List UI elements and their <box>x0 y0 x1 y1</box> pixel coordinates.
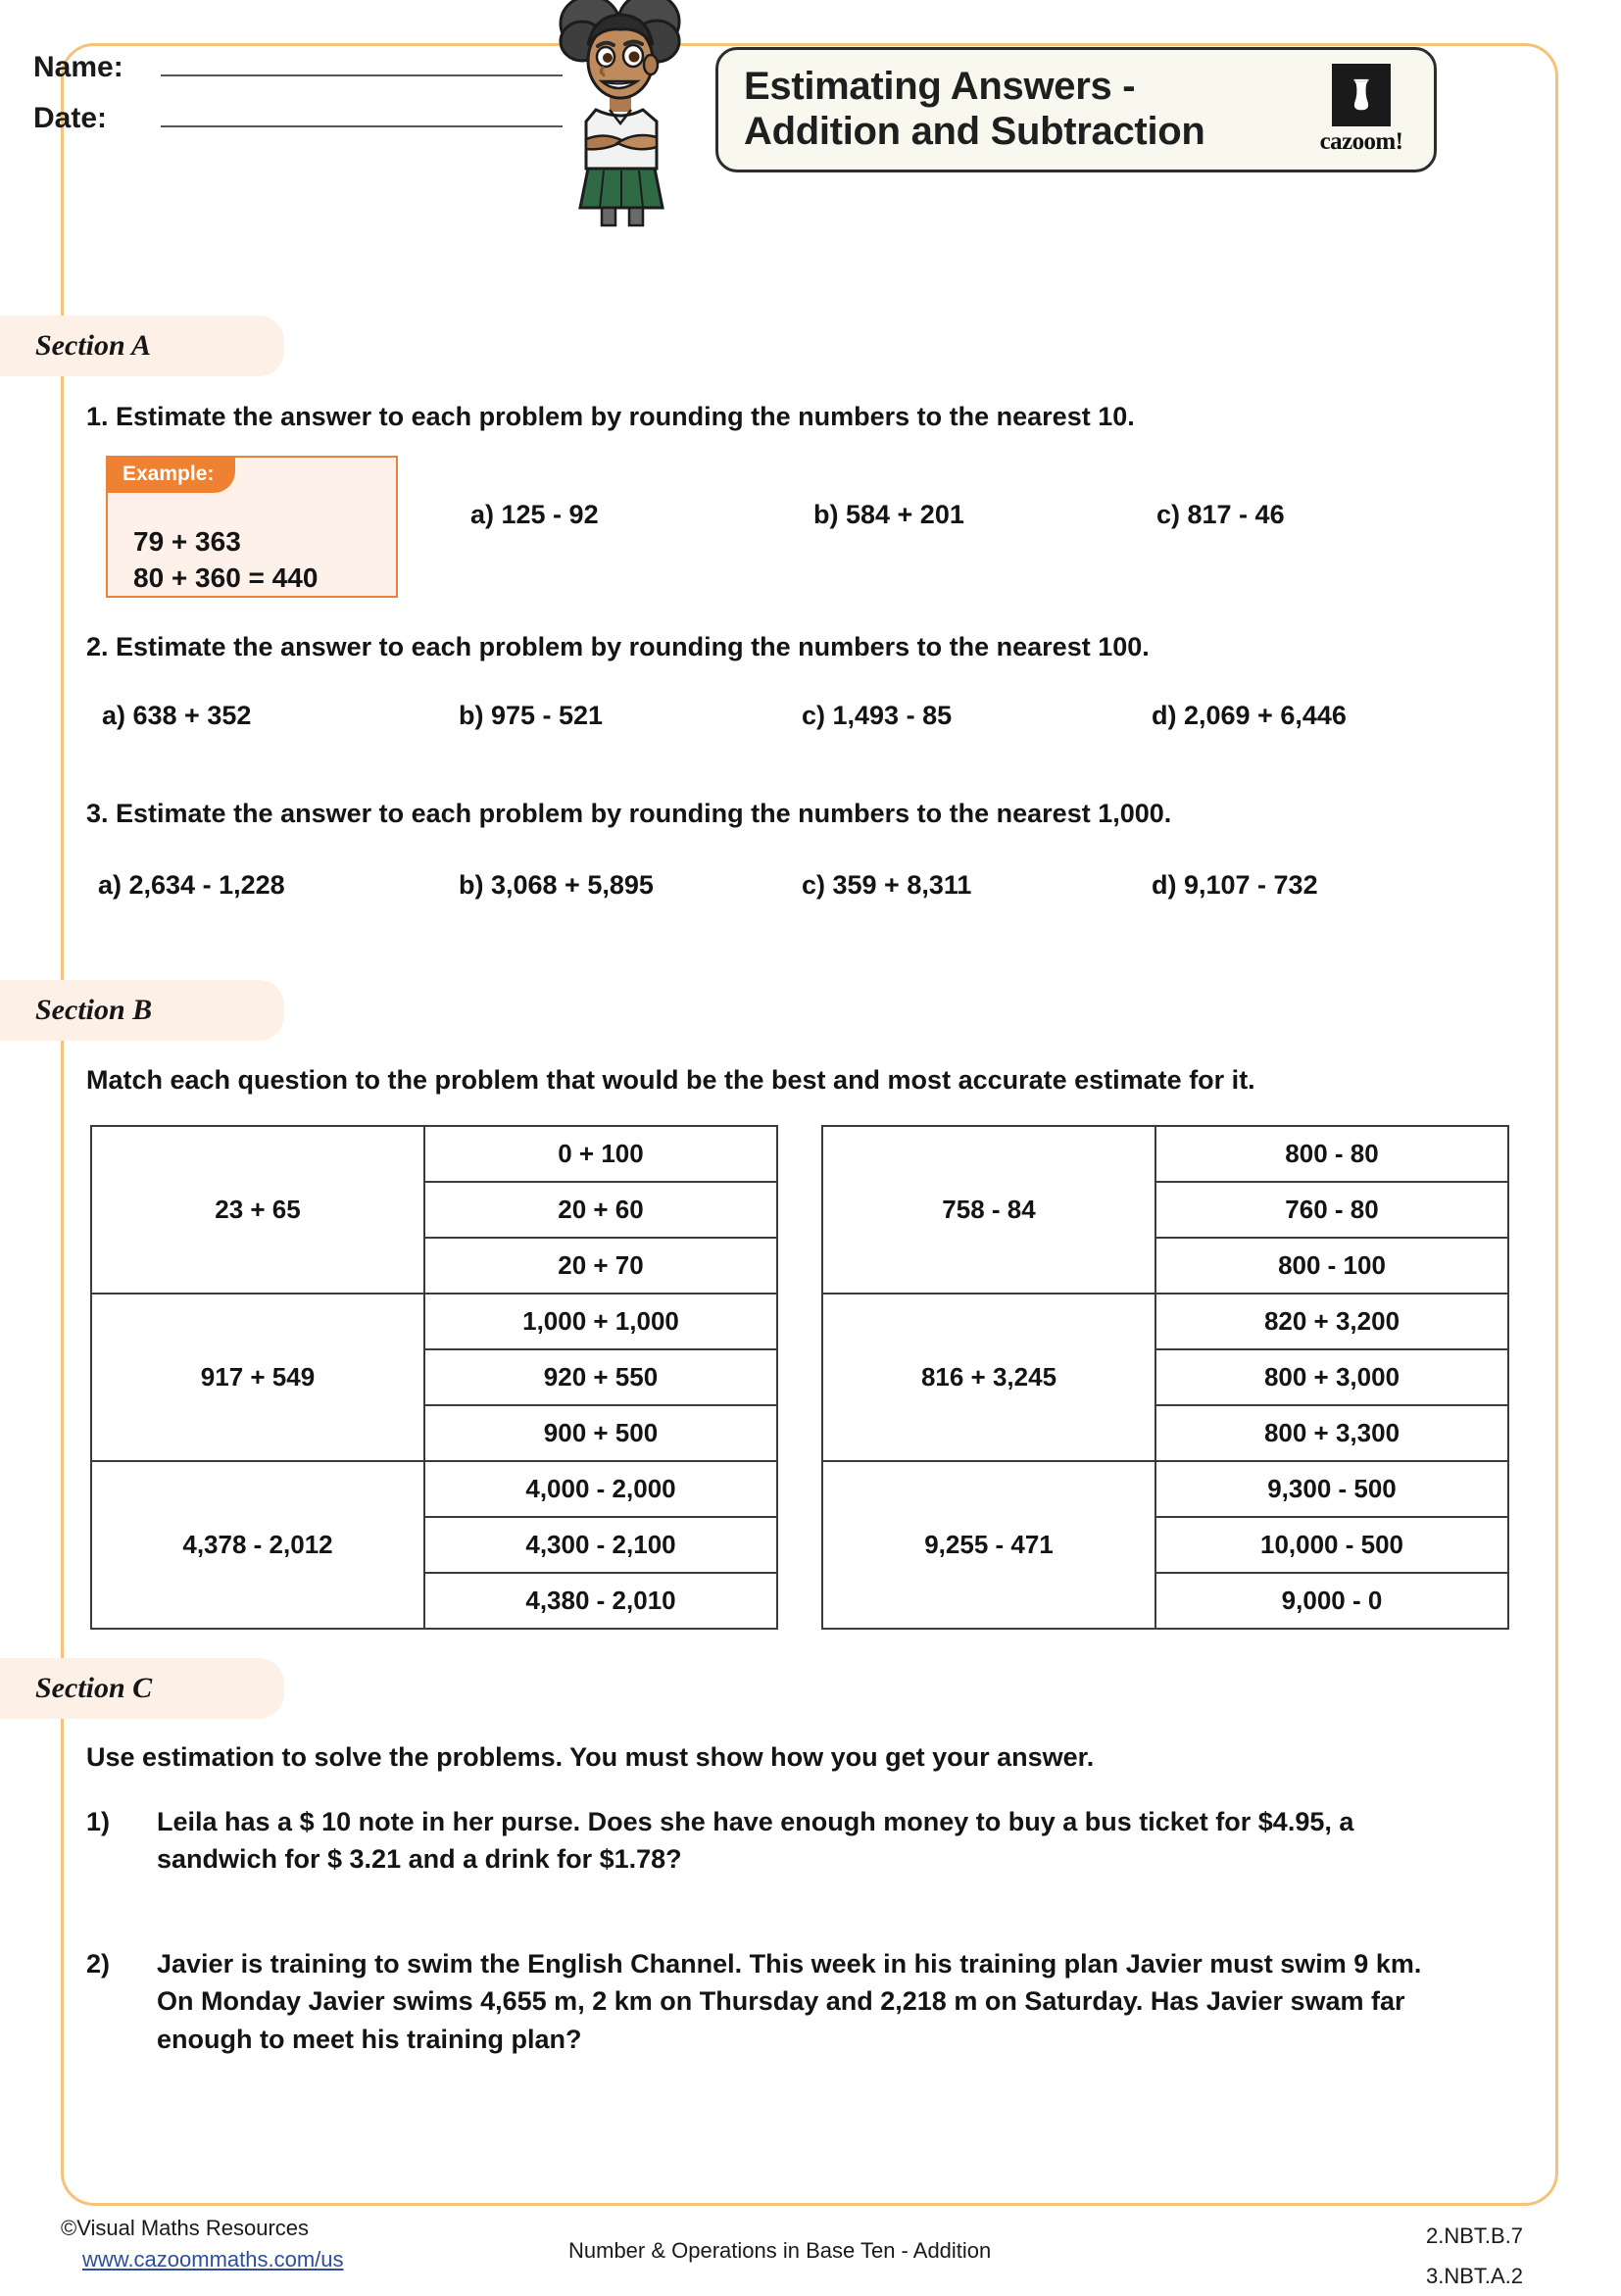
match-question-cell[interactable]: 23 + 65 <box>91 1126 424 1294</box>
table-row <box>822 1461 1508 1517</box>
name-row <box>33 51 563 84</box>
table-row <box>91 1294 777 1349</box>
match-option-cell[interactable]: 1,000 + 1,000 <box>424 1294 777 1349</box>
match-option-cell[interactable]: 9,300 - 500 <box>1155 1461 1508 1517</box>
match-table-left <box>90 1125 778 1630</box>
worksheet-footer <box>0 2213 1621 2291</box>
footer-credits <box>61 2213 344 2275</box>
page-title <box>744 65 1306 154</box>
student-mascot-illustration <box>547 0 694 229</box>
date-input-line[interactable] <box>161 102 563 127</box>
problem-2-number: 2) <box>86 1949 111 1978</box>
section-c-instruction: Use estimation to solve the problems. You must show how you get your answer. <box>86 1742 1095 1772</box>
cazoom-website-link[interactable]: www.cazoommaths.com/us <box>82 2246 344 2272</box>
match-question-cell[interactable]: 758 - 84 <box>822 1126 1155 1294</box>
section-c-heading: Section C <box>0 1658 284 1719</box>
cazoom-logo <box>1306 64 1416 156</box>
match-option-cell[interactable]: 4,380 - 2,010 <box>424 1573 777 1629</box>
table-row <box>91 1126 777 1182</box>
name-input-line[interactable] <box>161 51 563 76</box>
name-label: Name: <box>33 51 123 83</box>
q3-item-c[interactable]: c) 359 + 8,311 <box>802 870 972 900</box>
example-line-1: 79 + 363 <box>133 526 241 557</box>
problem-1-number: 1) <box>86 1807 111 1836</box>
match-option-cell[interactable]: 0 + 100 <box>424 1126 777 1182</box>
match-option-cell[interactable]: 4,000 - 2,000 <box>424 1461 777 1517</box>
worksheet-header <box>0 0 1621 269</box>
page-title-line-1: Estimating Answers - <box>744 65 1136 109</box>
q2-item-c[interactable]: c) 1,493 - 85 <box>802 701 953 730</box>
match-option-cell[interactable]: 800 + 3,300 <box>1155 1405 1508 1461</box>
q1-item-c[interactable]: c) 817 - 46 <box>1156 500 1285 529</box>
question-2-prompt: 2. Estimate the answer to each problem by rounding the numbers to the nearest 100. <box>86 632 1150 661</box>
cazoom-vase-icon <box>1332 64 1391 126</box>
q2-item-b[interactable]: b) 975 - 521 <box>459 701 604 730</box>
problem-1-text[interactable]: Leila has a $ 10 note in her purse. Does she have enough money to buy a bus ticket for $4.95, a sandwich for $ 3.21 and a drink for $1.78? <box>157 1807 1354 1875</box>
q2-item-a[interactable]: a) 638 + 352 <box>102 701 252 730</box>
match-option-cell[interactable]: 800 - 100 <box>1155 1238 1508 1294</box>
example-label: Example: <box>107 457 235 493</box>
match-option-cell[interactable]: 820 + 3,200 <box>1155 1294 1508 1349</box>
match-question-cell[interactable]: 917 + 549 <box>91 1294 424 1461</box>
table-row <box>91 1461 777 1517</box>
question-1-prompt: 1. Estimate the answer to each problem by rounding the numbers to the nearest 10. <box>86 402 1135 431</box>
section-b-instruction: Match each question to the problem that would be the best and most accurate estimate for it. <box>86 1065 1255 1095</box>
table-row <box>822 1126 1508 1182</box>
match-option-cell[interactable]: 900 + 500 <box>424 1405 777 1461</box>
match-option-cell[interactable]: 800 - 80 <box>1155 1126 1508 1182</box>
q3-item-b[interactable]: b) 3,068 + 5,895 <box>459 870 654 900</box>
date-row <box>33 102 563 135</box>
match-table-right <box>821 1125 1509 1630</box>
q2-item-d[interactable]: d) 2,069 + 6,446 <box>1152 701 1347 730</box>
problem-2-text[interactable]: Javier is training to swim the English Channel. This week in his training plan Javier must swim 9 km. On Monday Javier swims 4,655 m, 2 km on Thursday and 2,218 m on Saturday. Has Javier swam far enough to meet his training plan? <box>157 1949 1422 2054</box>
worksheet-title-box <box>715 47 1437 172</box>
standard-code-2: 3.NBT.A.2 <box>1426 2263 1524 2288</box>
question-3-prompt: 3. Estimate the answer to each problem by rounding the numbers to the nearest 1,000. <box>86 799 1172 828</box>
footer-topic: Number & Operations in Base Ten - Addition <box>568 2238 992 2263</box>
name-date-block <box>33 51 563 153</box>
match-option-cell[interactable]: 10,000 - 500 <box>1155 1517 1508 1573</box>
match-option-cell[interactable]: 800 + 3,000 <box>1155 1349 1508 1405</box>
section-a-heading: Section A <box>0 316 284 376</box>
match-option-cell[interactable]: 9,000 - 0 <box>1155 1573 1508 1629</box>
q1-item-a[interactable]: a) 125 - 92 <box>470 500 599 529</box>
example-working <box>133 524 318 597</box>
cazoom-wordmark: cazoom! <box>1319 128 1403 155</box>
q3-item-d[interactable]: d) 9,107 - 732 <box>1152 870 1318 900</box>
match-question-cell[interactable]: 4,378 - 2,012 <box>91 1461 424 1629</box>
match-option-cell[interactable]: 20 + 70 <box>424 1238 777 1294</box>
match-option-cell[interactable]: 760 - 80 <box>1155 1182 1508 1238</box>
match-option-cell[interactable]: 920 + 550 <box>424 1349 777 1405</box>
section-b-heading: Section B <box>0 980 284 1041</box>
table-row <box>822 1294 1508 1349</box>
standard-code-1: 2.NBT.B.7 <box>1426 2223 1524 2248</box>
q1-item-b[interactable]: b) 584 + 201 <box>813 500 964 529</box>
q3-item-a[interactable]: a) 2,634 - 1,228 <box>98 870 285 900</box>
match-option-cell[interactable]: 20 + 60 <box>424 1182 777 1238</box>
section-c-problem-2 <box>86 1945 1458 2058</box>
match-question-cell[interactable]: 9,255 - 471 <box>822 1461 1155 1629</box>
copyright-text: ©Visual Maths Resources <box>61 2216 310 2240</box>
section-c-problem-1 <box>86 1803 1458 1879</box>
example-line-2: 80 + 360 = 440 <box>133 562 319 593</box>
match-option-cell[interactable]: 4,300 - 2,100 <box>424 1517 777 1573</box>
example-box <box>106 456 398 598</box>
footer-standards <box>1426 2217 1523 2296</box>
page-title-line-2: Addition and Subtraction <box>744 110 1205 153</box>
date-label: Date: <box>33 102 108 134</box>
match-question-cell[interactable]: 816 + 3,245 <box>822 1294 1155 1461</box>
